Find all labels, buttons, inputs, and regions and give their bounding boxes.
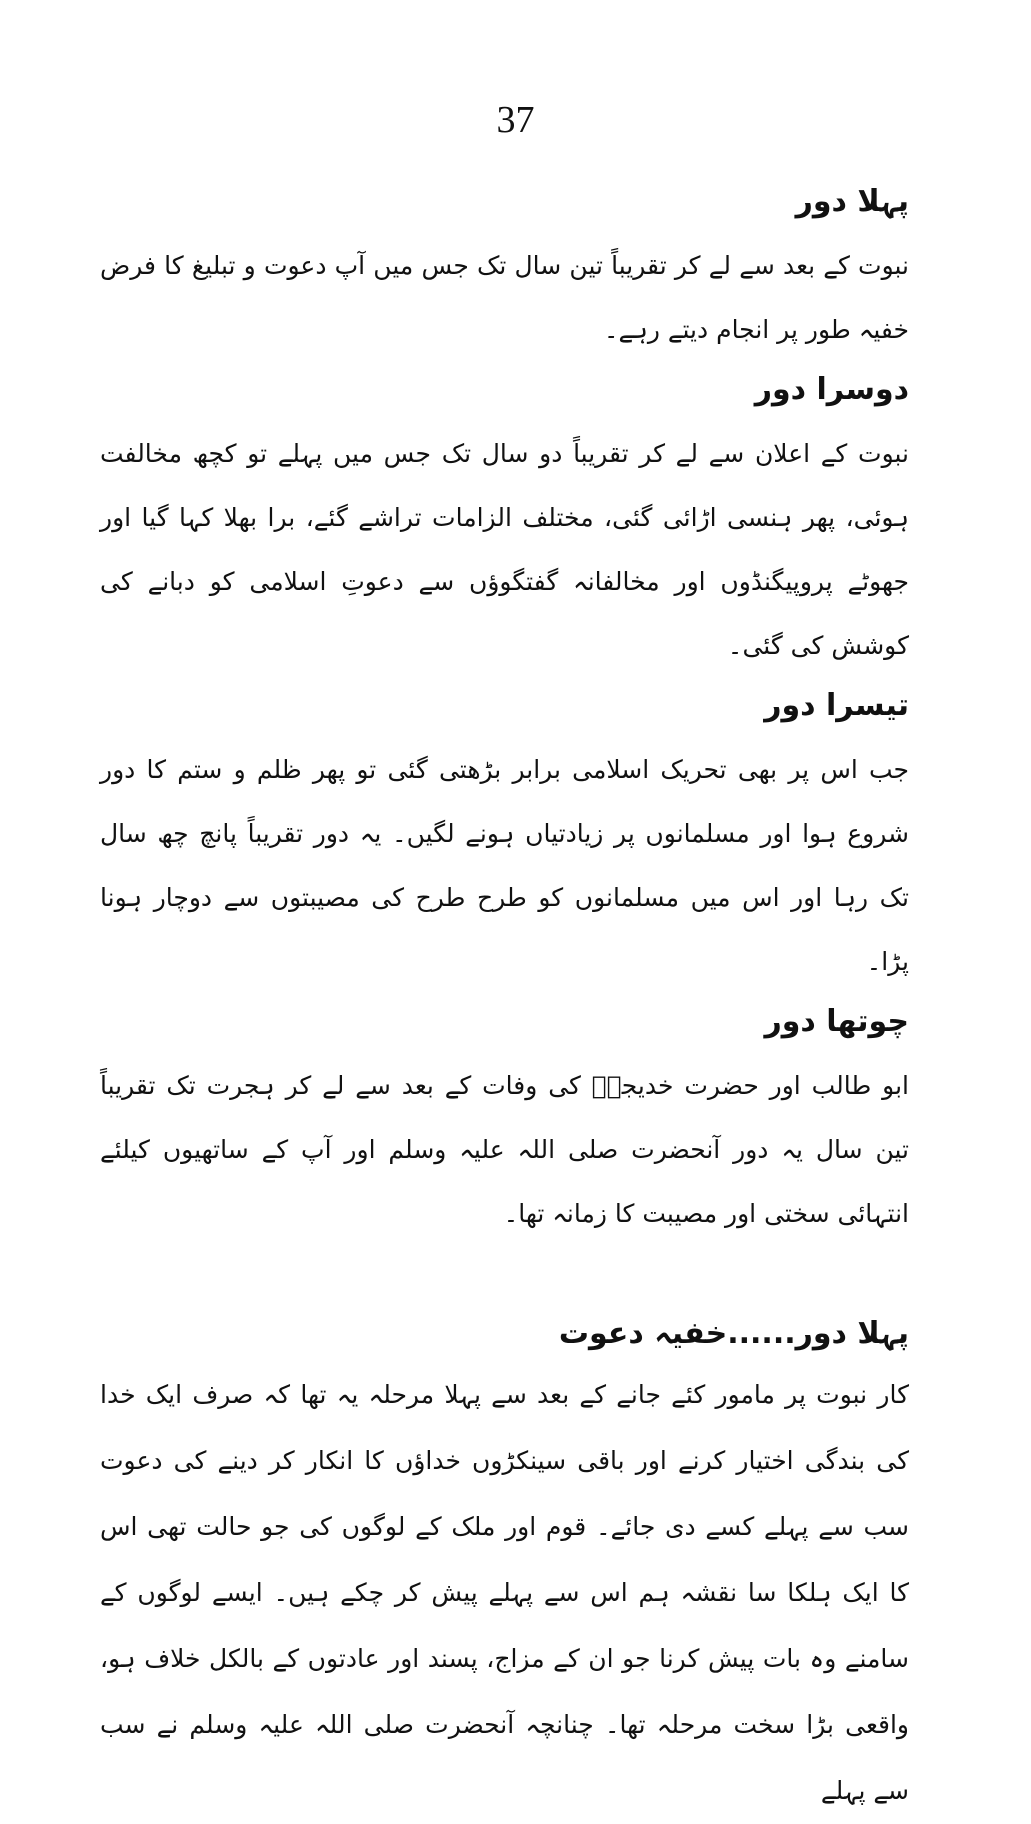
section-paragraph: جب اس پر بھی تحریک اسلامی برابر بڑھتی گئی تو پھر ظلم و ستم کا دور شروع ہوا اور مسلمانوں پر زیادتیاں ہونے لگیں۔ یہ دور تقریباً پانچ چھ سال تک رہا اور اس میں مسلمانوں کو طرح طرح کی مصیبتوں سے دوچار ہونا پڑا۔ xyxy=(100,755,909,976)
chapter-heading: پہلا دور......خفیہ دعوت xyxy=(558,1316,909,1351)
section-paragraph: نبوت کے بعد سے لے کر تقریباً تین سال تک جس میں آپ دعوت و تبلیغ کا فرض خفیہ طور پر انجام دیتے رہے۔ xyxy=(100,251,909,344)
section-heading: دوسرا دور xyxy=(754,372,909,407)
section-secret-dawah xyxy=(100,1312,909,1824)
chapter-paragraph: کار نبوت پر مامور کئے جانے کے بعد سے پہلا مرحلہ یہ تھا کہ صرف ایک خدا کی بندگی اختیار کرنے اور باقی سینکڑوں خداؤں کا انکار کر دینے کی دعوت سب سے پہلے کسے دی جائے۔ قوم اور ملک کے لوگوں کی جو حالت تھی اس کا ایک ہلکا سا نقشہ ہم اس سے پہلے پیش کر چکے ہیں۔ ایسے لوگوں کے سامنے وہ بات پیش کرنا جو ان کے مزاج، پسند اور عادتوں کے بالکل خلاف ہو، واقعی بڑا سخت مرحلہ تھا۔ چنانچہ آنحضرت صلی اللہ علیہ وسلم نے سب سے پہلے xyxy=(100,1380,909,1805)
section-heading: تیسرا دور xyxy=(764,688,909,723)
section-heading: چوتھا دور xyxy=(764,1004,909,1039)
section-second-period xyxy=(100,368,909,678)
page-content xyxy=(100,180,909,1824)
section-spacer xyxy=(100,1252,909,1312)
section-heading: پہلا دور xyxy=(795,184,909,219)
section-third-period xyxy=(100,684,909,994)
section-paragraph: نبوت کے اعلان سے لے کر تقریباً دو سال تک جس میں پہلے تو کچھ مخالفت ہوئی، پھر ہنسی اڑائی گئی، مختلف الزامات تراشے گئے، برا بھلا کہا گیا اور جھوٹے پروپیگنڈوں اور مخالفانہ گفتگوؤں سے دعوتِ اسلامی کو دبانے کی کوشش کی گئی۔ xyxy=(100,439,909,660)
section-first-period xyxy=(100,180,909,362)
page-number: 37 xyxy=(496,99,535,141)
section-paragraph: ابو طالب اور حضرت خدیجہؓ کی وفات کے بعد سے لے کر ہجرت تک تقریباً تین سال یہ دور آنحضرت صلی اللہ علیہ وسلم اور آپ کے ساتھیوں کیلئے انتہائی سختی اور مصیبت کا زمانہ تھا۔ xyxy=(100,1071,909,1228)
section-fourth-period xyxy=(100,1000,909,1246)
